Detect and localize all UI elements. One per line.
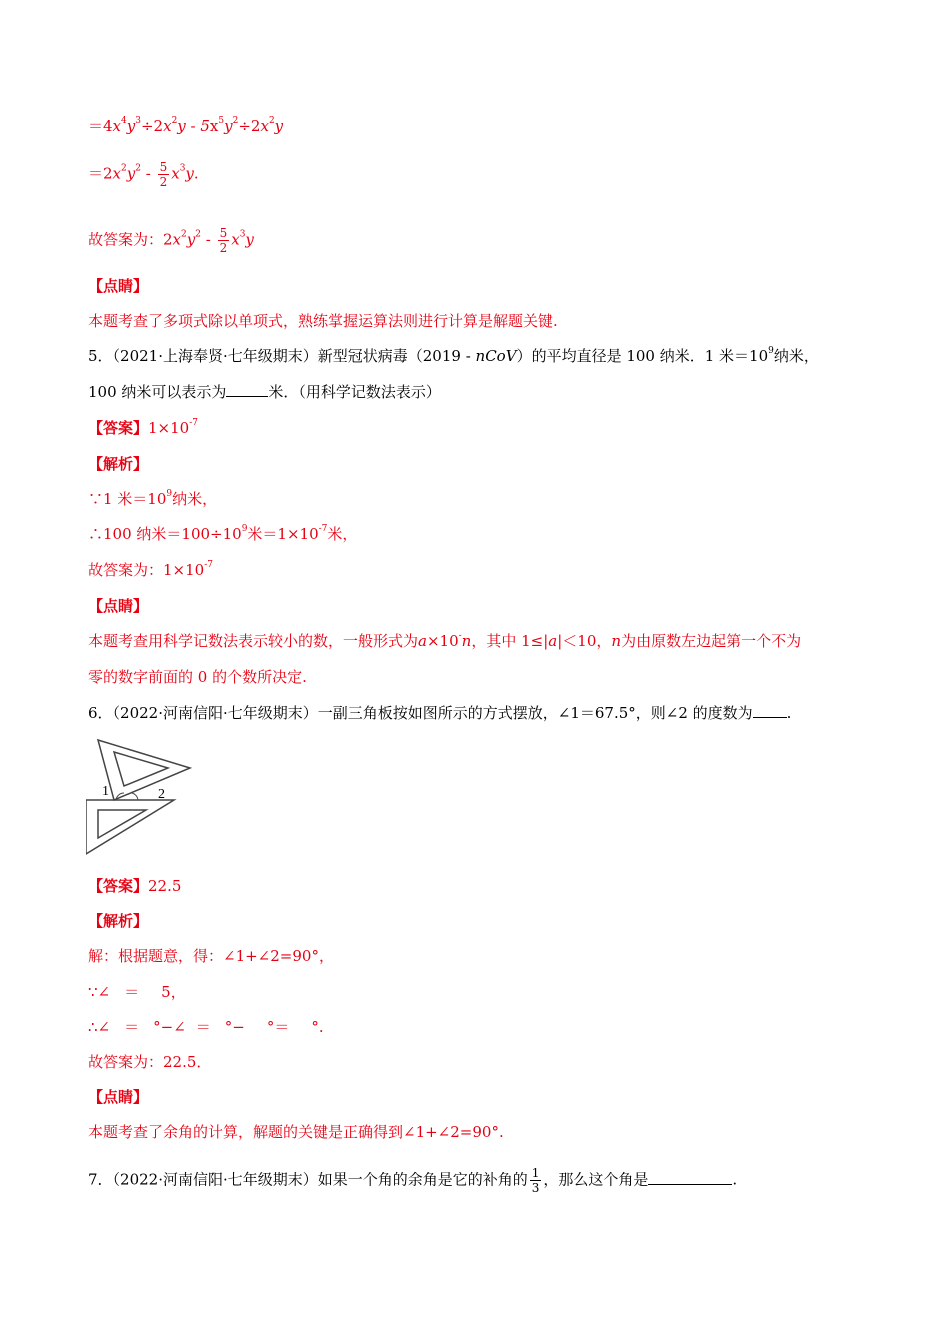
previous-answer: 故答案为：$2x^2y^2$ - $\frac{5}{2}$ $x^3y$ bbox=[88, 226, 254, 255]
comment-tag: 【点睛】 bbox=[88, 277, 149, 295]
q6-step-4: 故答案为：22.5． bbox=[88, 1053, 212, 1071]
q5-answer: 【答案】$1\times 10^{-7}$ bbox=[88, 418, 198, 437]
q5-comment-tag: 【点睛】 bbox=[88, 597, 149, 615]
angle-1-label: 1 bbox=[102, 784, 109, 799]
q6-step-1: 解：根据题意，得：∠1+∠2=90°， bbox=[88, 947, 334, 965]
q6-step-2: ∵∠ ＝ 5， bbox=[88, 983, 186, 1001]
answer-blank bbox=[226, 382, 268, 397]
q5-question-line-1: 5．（2021·上海奉贤·七年级期末）新型冠状病毒（2019 - nCoV）的平均直径是 100 纳米．1 米$=10^9$纳米， bbox=[88, 346, 819, 365]
fraction-five-halves: $\frac{5}{2}$ bbox=[159, 160, 168, 189]
q6-step-3: ∴∠ ＝ °−∠ ＝ °− °＝ °. bbox=[88, 1018, 324, 1036]
fraction-five-halves-answer: $\frac{5}{2}$ bbox=[219, 226, 228, 255]
q5-question-line-2: 100 纳米可以表示为 米．（用科学记数法表示） bbox=[88, 383, 441, 401]
fraction-one-third: $\frac{1}{3}$ bbox=[531, 1166, 540, 1195]
q6-comment-text: 本题考查了余角的计算，解题的关键是正确得到∠1+∠2=90°. bbox=[88, 1123, 504, 1141]
comment-text: 本题考查了多项式除以单项式，熟练掌握运算法则进行计算是解题关键. bbox=[88, 312, 558, 330]
answer-blank bbox=[753, 703, 787, 718]
triangle-rulers-figure bbox=[86, 738, 196, 858]
q6-analysis-tag: 【解析】 bbox=[88, 912, 149, 930]
q5-comment-line-2: 零的数字前面的 0 的个数所决定. bbox=[88, 668, 307, 686]
q7-question: 7．（2022·河南信阳·七年级期末）如果一个角的余角是它的补角的 $\frac{1}{3}$ ，那么这个角是 . bbox=[88, 1166, 738, 1195]
q5-step-1: ∵1 米$=10^9$纳米， bbox=[88, 489, 218, 508]
q6-question: 6．（2022·河南信阳·七年级期末）一副三角板按如图所示的方式摆放，∠1＝67.5°，则∠2 的度数为 . bbox=[88, 704, 792, 722]
q5-comment-line-1: 本题考查用科学记数法表示较小的数，一般形式为a×10-n，其中 1≤|a|＜10，n为由原数左边起第一个不为 bbox=[88, 631, 802, 650]
q6-answer: 【答案】22.5 bbox=[88, 877, 182, 895]
q5-analysis-tag: 【解析】 bbox=[88, 455, 149, 473]
q6-comment-tag: 【点睛】 bbox=[88, 1088, 149, 1106]
derivation-line-1: $=4x^4y^3\div 2x^2y - 5x^5y^2\div 2x^2y$ bbox=[88, 116, 284, 135]
answer-blank bbox=[648, 1170, 732, 1185]
derivation-line-2: $=2x^2y^2$ - $\frac{5}{2}$ $x^3y$. bbox=[88, 160, 199, 189]
angle-2-label: 2 bbox=[158, 787, 165, 802]
q5-step-2: ∴100 纳米$=100\div 10^9$米$=1\times 10^{-7}$米， bbox=[88, 524, 358, 543]
q5-step-3: 故答案为：$1\times 10^{-7}$ bbox=[88, 560, 213, 579]
